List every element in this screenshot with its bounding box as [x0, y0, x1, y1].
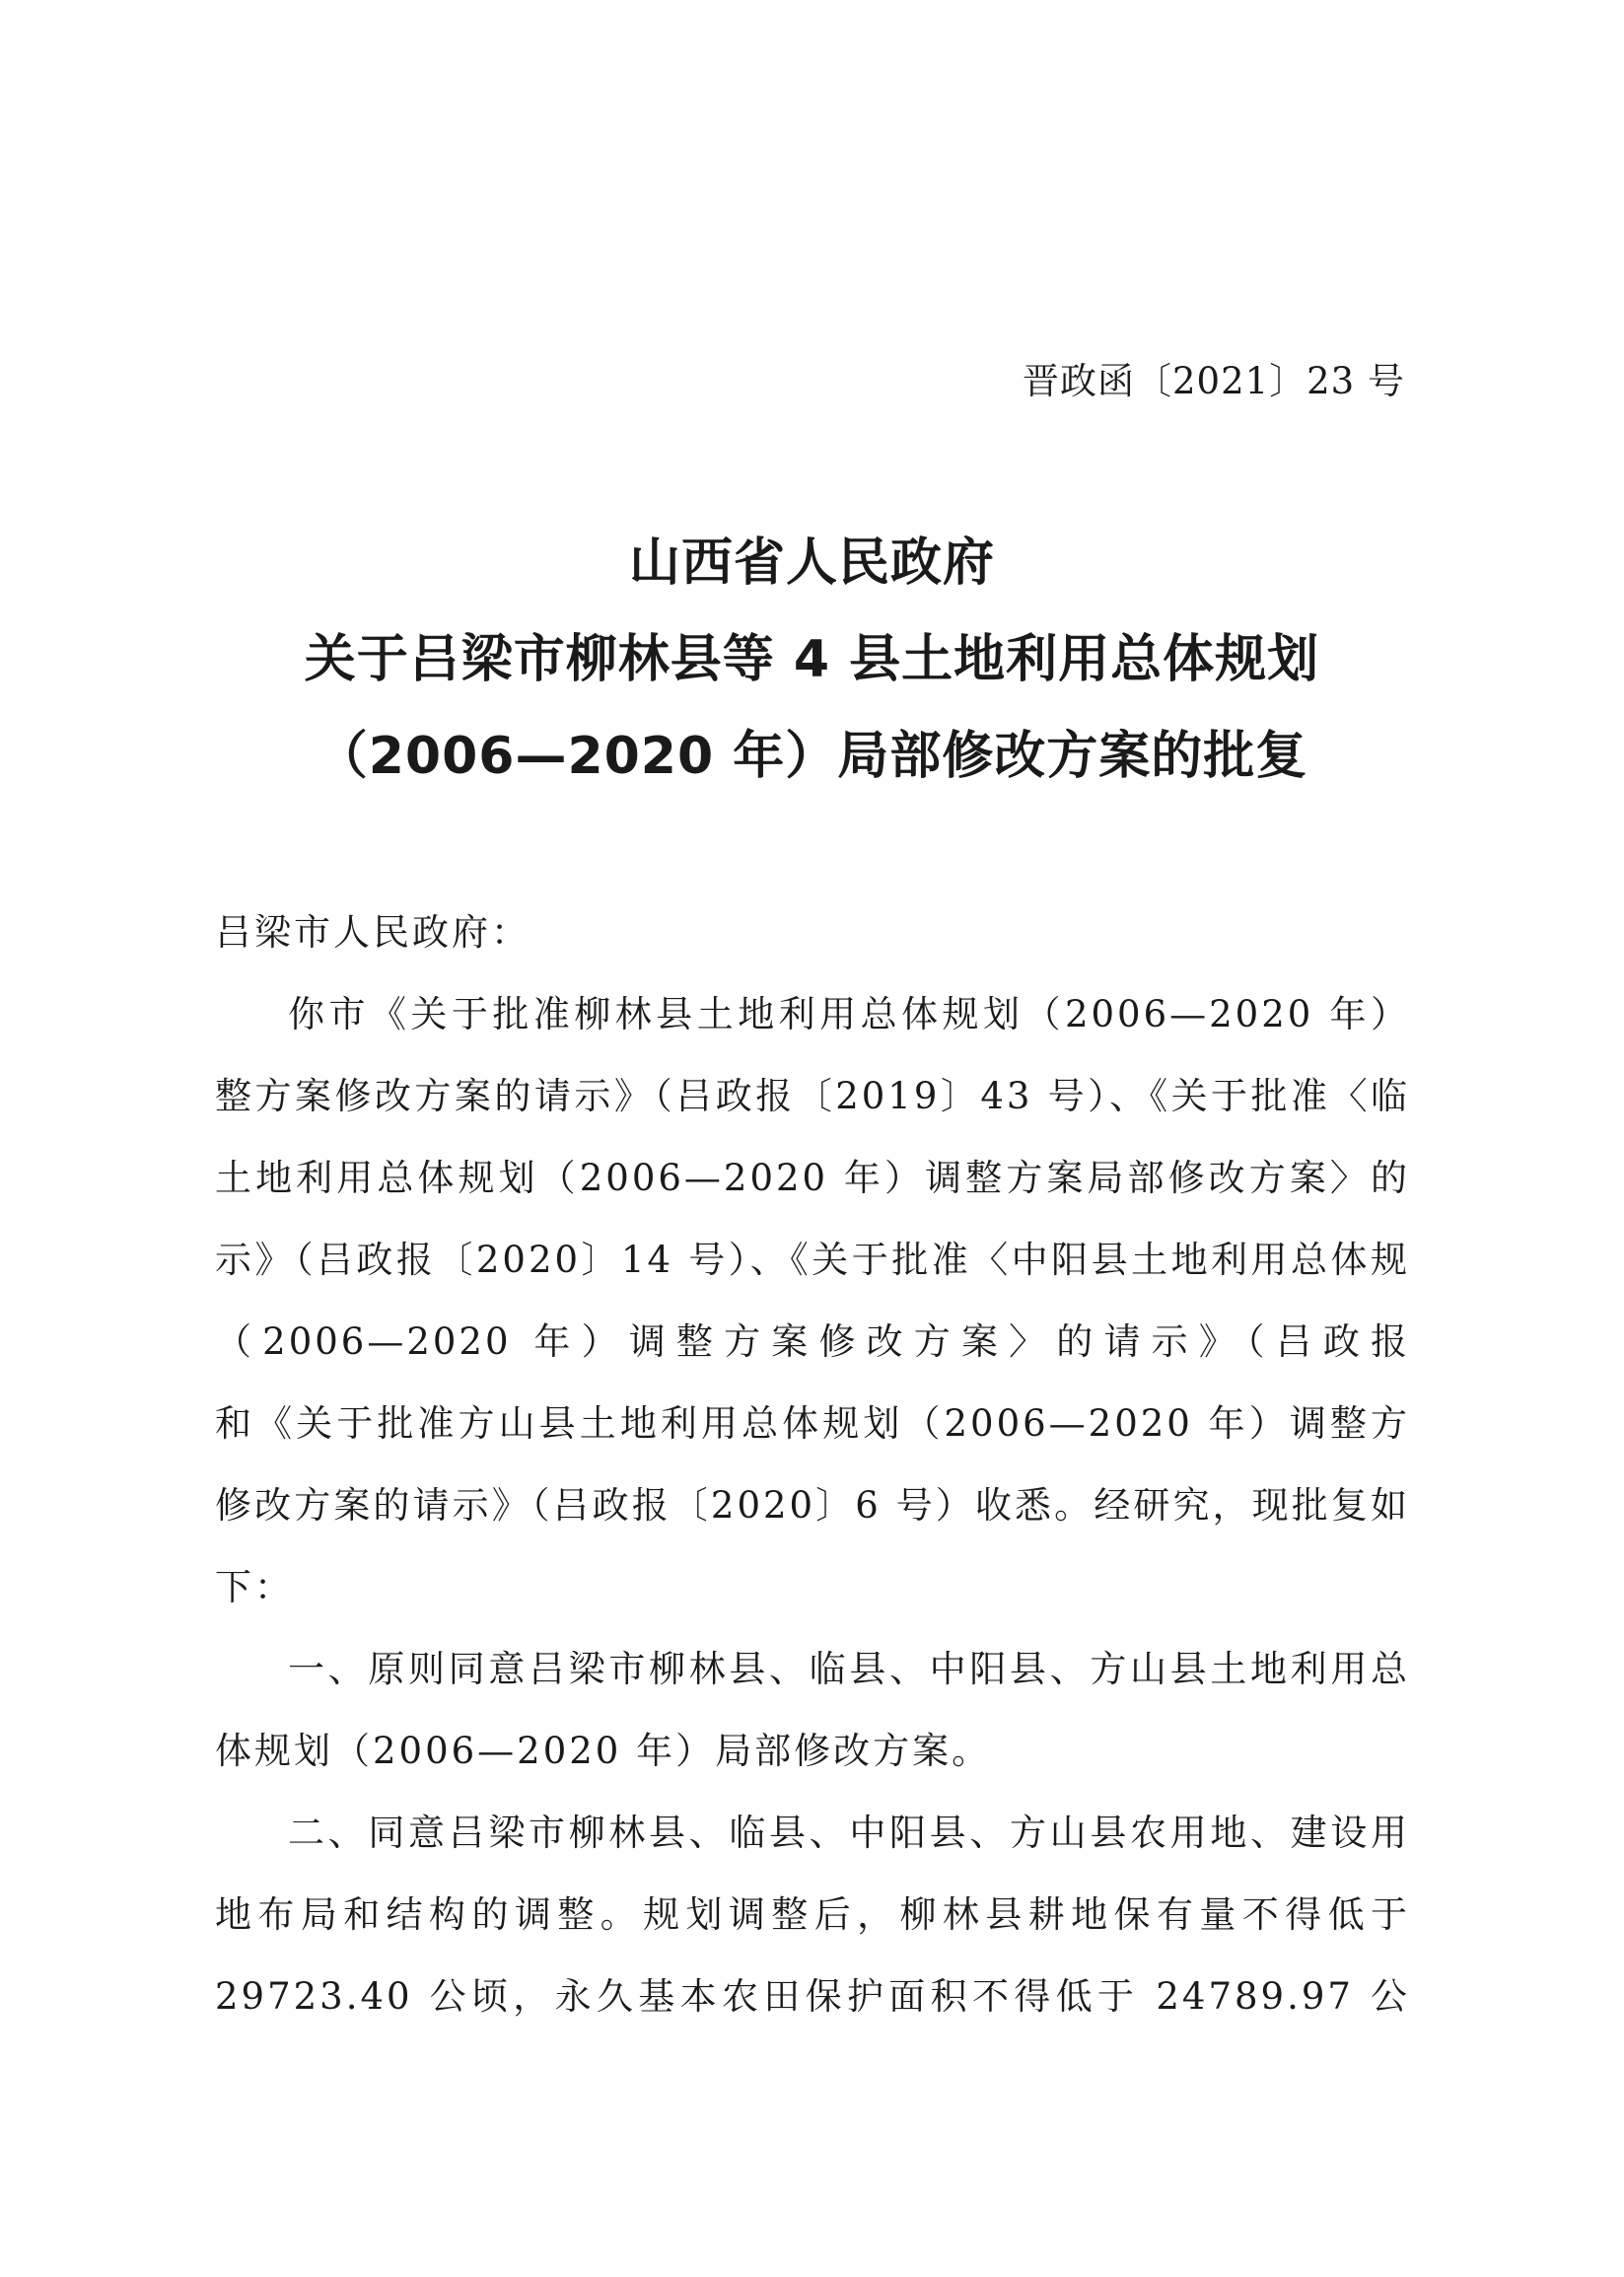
paragraph-line: 一、原则同意吕梁市柳林县、临县、中阳县、方山县土地利用总 [288, 1648, 1410, 1690]
paragraph-item-two [215, 1792, 1410, 2037]
paragraph-line: 下： [215, 1566, 294, 1608]
paragraph-line: 体规划（2006—2020 年）局部修改方案。 [215, 1730, 992, 1772]
paragraph-item-one [215, 1628, 1410, 1792]
paragraph-line: 29723.40 公顷，永久基本农田保护面积不得低于 24789.97 公 [215, 1975, 1410, 2018]
paragraph-line: 二、同意吕梁市柳林县、临县、中阳县、方山县农用地、建设用 [288, 1812, 1410, 1854]
paragraph-line: 地布局和结构的调整。规划调整后，柳林县耕地保有量不得低于 [215, 1893, 1410, 1936]
paragraph-line: （2006—2020 年）调整方案修改方案〉的请示》（吕政报 [215, 1320, 1410, 1363]
document-title [158, 515, 1466, 805]
title-line-issuer: 山西省人民政府 [628, 534, 995, 593]
paragraph-line: 你市《关于批准柳林县土地利用总体规划（2006—2020 年） [288, 993, 1410, 1035]
document-body [215, 891, 1410, 2037]
salutation: 吕梁市人民政府： [215, 911, 530, 954]
paragraph-line: 整方案修改方案的请示》（吕政报〔2019〕43 号）、《关于批准〈临 [215, 1075, 1410, 1117]
paragraph-line: 修改方案的请示》（吕政报〔2020〕6 号）收悉。经研究，现批复如 [215, 1484, 1410, 1527]
paragraph-line: 土地利用总体规划（2006—2020 年）调整方案局部修改方案〉的 [215, 1157, 1410, 1199]
paragraph-request-received [215, 973, 1410, 1628]
title-line-subject-cont: （2006—2020 年）局部修改方案的批复 [316, 727, 1308, 786]
paragraph-line: 和《关于批准方山县土地利用总体规划（2006—2020 年）调整方 [215, 1402, 1410, 1445]
document-number: 晋政函〔2021〕23 号 [1022, 360, 1405, 402]
title-line-subject: 关于吕梁市柳林县等 4 县土地利用总体规划 [304, 630, 1320, 689]
paragraph-line: 示》（吕政报〔2020〕14 号）、《关于批准〈中阳县土地利用总体规 [215, 1239, 1410, 1281]
